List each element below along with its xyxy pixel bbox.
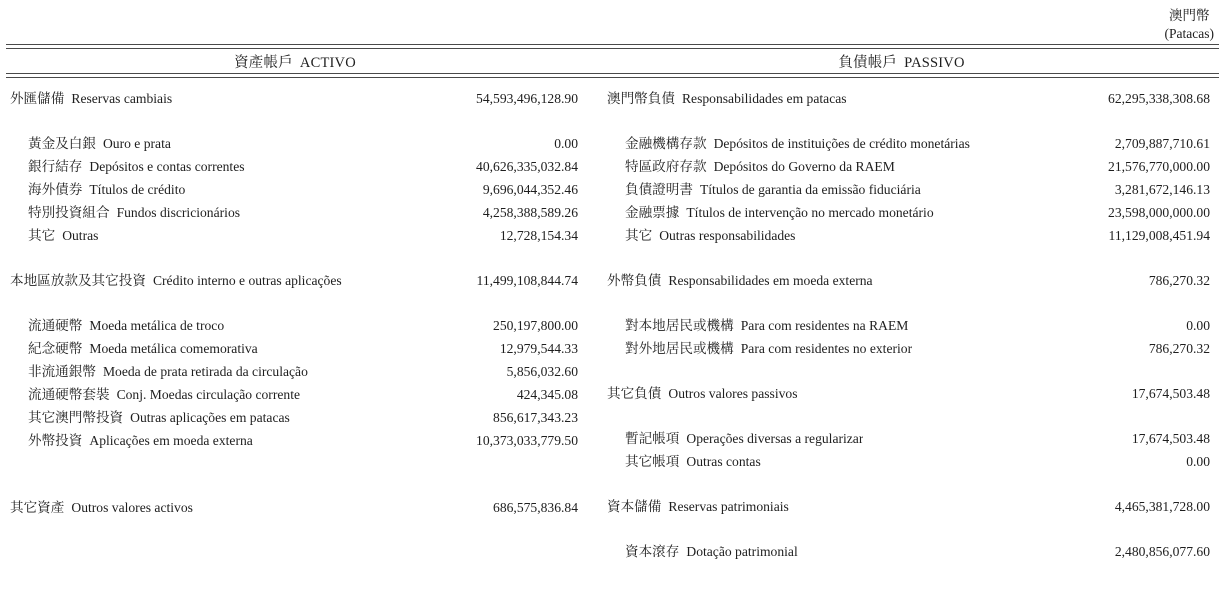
- account-label-zh: 紀念硬幣: [28, 341, 83, 356]
- account-subrow: [10, 360, 578, 383]
- account-label-pt: Moeda de prata retirada da circulação: [102, 364, 308, 379]
- activo-column: [10, 87, 578, 563]
- account-label-pt: Moeda metálica comemorativa: [89, 341, 258, 356]
- account-amount: 0.00: [554, 136, 578, 151]
- account-amount: 424,345.08: [516, 387, 578, 402]
- account-amount: 23,598,000,000.00: [1108, 205, 1210, 220]
- account-label: [10, 496, 193, 519]
- account-amount: 17,674,503.48: [1131, 431, 1210, 446]
- account-label: [607, 337, 912, 360]
- account-subrow: [10, 314, 578, 337]
- account-label: [607, 540, 798, 563]
- account-subrow: [607, 540, 1210, 563]
- account-label-zh: 非流通銀幣: [28, 364, 96, 379]
- account-subrow: [607, 201, 1210, 224]
- account-row: [10, 269, 578, 292]
- account-label-pt: Depósitos e contas correntes: [89, 159, 245, 174]
- account-amount: 2,709,887,710.61: [1114, 136, 1210, 151]
- account-label-zh: 外幣負債: [607, 273, 662, 288]
- account-amount: 40,626,335,032.84: [476, 159, 578, 174]
- account-amount: 21,576,770,000.00: [1108, 159, 1210, 174]
- account-label: [10, 269, 342, 292]
- account-label-pt: Para com residentes no exterior: [740, 341, 913, 356]
- account-amount: 4,465,381,728.00: [1114, 499, 1210, 514]
- account-label: [607, 201, 934, 224]
- account-amount: 11,129,008,451.94: [1108, 228, 1210, 243]
- account-label-zh: 流通硬幣套裝: [28, 387, 110, 402]
- account-amount: 250,197,800.00: [493, 318, 578, 333]
- account-label: [10, 429, 253, 452]
- account-amount: 17,674,503.48: [1131, 386, 1210, 401]
- account-subrow: [607, 132, 1210, 155]
- account-label-pt: Reservas patrimoniais: [668, 499, 789, 514]
- account-label: [607, 382, 798, 405]
- account-label-zh: 特區政府存款: [625, 159, 707, 174]
- currency-label: 澳門幣: [1169, 8, 1210, 23]
- account-amount: 2,480,856,077.60: [1114, 544, 1210, 559]
- account-label-pt: Operações diversas a regularizar: [686, 431, 864, 446]
- account-label-pt: Fundos discricionários: [116, 205, 241, 220]
- account-label-pt: Para com residentes na RAEM: [740, 318, 909, 333]
- account-label-zh: 對本地居民或機構: [625, 318, 734, 333]
- account-label: [10, 201, 240, 224]
- account-row: [607, 495, 1210, 518]
- passivo-header-zh: 負債帳戶: [838, 55, 898, 71]
- activo-header-zh: 資產帳戶: [234, 55, 293, 71]
- sheet-body: [10, 87, 1210, 563]
- account-label: [10, 337, 258, 360]
- account-amount: 12,728,154.34: [499, 228, 578, 243]
- account-amount: 686,575,836.84: [493, 500, 578, 515]
- account-label: [607, 87, 847, 110]
- account-label-pt: Crédito interno e outras aplicações: [152, 273, 342, 288]
- activo-header: [6, 51, 584, 72]
- account-label-pt: Outras: [62, 228, 99, 243]
- account-subrow: [607, 178, 1210, 201]
- account-subrow: [10, 383, 578, 406]
- account-label-pt: Outras aplicações em patacas: [130, 410, 290, 425]
- account-label-pt: Outras contas: [686, 454, 761, 469]
- account-label-zh: 黃金及白銀: [28, 136, 96, 151]
- account-label-pt: Outras responsabilidades: [659, 228, 796, 243]
- account-label-zh: 其它澳門幣投資: [28, 410, 124, 425]
- passivo-column: [607, 87, 1210, 563]
- account-amount: 3,281,672,146.13: [1114, 182, 1210, 197]
- account-label-pt: Responsabilidades em moeda externa: [668, 273, 873, 288]
- account-label-pt: Moeda metálica de troco: [89, 318, 225, 333]
- account-row: [607, 382, 1210, 405]
- passivo-header-pt: PASSIVO: [904, 55, 965, 71]
- header-rule: [6, 73, 1219, 78]
- account-label: [607, 450, 761, 473]
- account-amount: 0.00: [1186, 318, 1210, 333]
- account-label-pt: Depósitos de instituições de crédito monetárias: [713, 136, 970, 151]
- account-amount: 786,270.32: [1148, 341, 1210, 356]
- passivo-header: [584, 51, 1219, 72]
- account-label: [10, 132, 171, 155]
- account-amount: 54,593,496,128.90: [476, 91, 578, 106]
- account-amount: 5,856,032.60: [506, 364, 578, 379]
- account-label-zh: 外幣投資: [28, 433, 83, 448]
- account-label-zh: 澳門幣負債: [607, 91, 675, 106]
- account-label-pt: Conj. Moedas circulação corrente: [116, 387, 300, 402]
- account-subrow: [10, 178, 578, 201]
- activo-header-pt: ACTIVO: [299, 55, 356, 71]
- account-label: [607, 495, 789, 518]
- account-label: [10, 155, 245, 178]
- account-label-pt: Reservas cambiais: [71, 91, 173, 106]
- account-subrow: [607, 337, 1210, 360]
- account-subrow: [10, 224, 578, 247]
- account-label-zh: 其它帳項: [625, 454, 680, 469]
- account-label-pt: Ouro e prata: [102, 136, 171, 151]
- account-label-zh: 負債證明書: [625, 182, 693, 197]
- account-row: [607, 269, 1210, 292]
- account-amount: 11,499,108,844.74: [476, 273, 578, 288]
- account-subrow: [10, 132, 578, 155]
- account-label-zh: 資本滾存: [625, 544, 680, 559]
- account-label-pt: Dotação patrimonial: [686, 544, 798, 559]
- account-amount: 0.00: [1186, 454, 1210, 469]
- account-label-zh: 銀行結存: [28, 159, 83, 174]
- account-label: [607, 314, 908, 337]
- account-label: [607, 132, 970, 155]
- account-label-zh: 海外債券: [28, 182, 83, 197]
- top-rule: [6, 44, 1219, 49]
- account-label: [10, 383, 300, 406]
- account-amount: 786,270.32: [1148, 273, 1210, 288]
- account-subrow: [10, 201, 578, 224]
- account-label-pt: Aplicações em moeda externa: [89, 433, 253, 448]
- account-row: [607, 87, 1210, 110]
- account-subrow: [10, 155, 578, 178]
- account-subrow: [607, 450, 1210, 473]
- account-label: [10, 406, 290, 429]
- account-label-zh: 流通硬幣: [28, 318, 83, 333]
- account-amount: 12,979,544.33: [499, 341, 578, 356]
- account-subrow: [607, 224, 1210, 247]
- account-label: [607, 269, 873, 292]
- account-label-pt: Outros valores passivos: [668, 386, 798, 401]
- account-label-pt: Títulos de garantia da emissão fiduciária: [699, 182, 921, 197]
- account-amount: 4,258,388,589.26: [482, 205, 578, 220]
- account-amount: 62,295,338,308.68: [1108, 91, 1210, 106]
- account-label: [607, 178, 921, 201]
- account-subrow: [10, 406, 578, 429]
- account-subrow: [607, 427, 1210, 450]
- account-label-zh: 對外地居民或機構: [625, 341, 734, 356]
- account-label-zh: 其它負債: [607, 386, 662, 401]
- account-label: [10, 178, 185, 201]
- account-label: [10, 360, 308, 383]
- account-subrow: [607, 314, 1210, 337]
- account-label-zh: 暫記帳項: [625, 431, 680, 446]
- account-label-pt: Responsabilidades em patacas: [681, 91, 847, 106]
- account-label: [10, 224, 98, 247]
- account-subrow: [10, 429, 578, 452]
- account-label-zh: 外匯儲備: [10, 91, 65, 106]
- column-headers: [6, 51, 1219, 72]
- account-label-pt: Depósitos do Governo da RAEM: [713, 159, 895, 174]
- account-label-pt: Títulos de intervenção no mercado monetário: [686, 205, 934, 220]
- account-row: [10, 496, 578, 519]
- account-subrow: [10, 337, 578, 360]
- account-row: [10, 87, 578, 110]
- account-label-pt: Títulos de crédito: [89, 182, 186, 197]
- currency-unit: (Patacas): [1164, 26, 1214, 41]
- account-amount: 9,696,044,352.46: [482, 182, 578, 197]
- account-label: [607, 427, 863, 450]
- account-label-zh: 其它: [625, 228, 653, 243]
- account-label: [607, 224, 795, 247]
- account-amount: 10,373,033,779.50: [476, 433, 578, 448]
- account-label: [607, 155, 895, 178]
- account-label: [10, 87, 172, 110]
- account-label-zh: 特別投資組合: [28, 205, 110, 220]
- account-label-pt: Outros valores activos: [71, 500, 193, 515]
- account-label-zh: 資本儲備: [607, 499, 662, 514]
- account-amount: 856,617,343.23: [493, 410, 578, 425]
- currency-note: [1165, 7, 1214, 43]
- account-label-zh: 其它: [28, 228, 56, 243]
- account-label-zh: 其它資產: [10, 500, 65, 515]
- account-label: [10, 314, 224, 337]
- account-label-zh: 金融票據: [625, 205, 680, 220]
- account-label-zh: 金融機構存款: [625, 136, 707, 151]
- account-subrow: [607, 155, 1210, 178]
- account-label-zh: 本地區放款及其它投資: [10, 273, 146, 288]
